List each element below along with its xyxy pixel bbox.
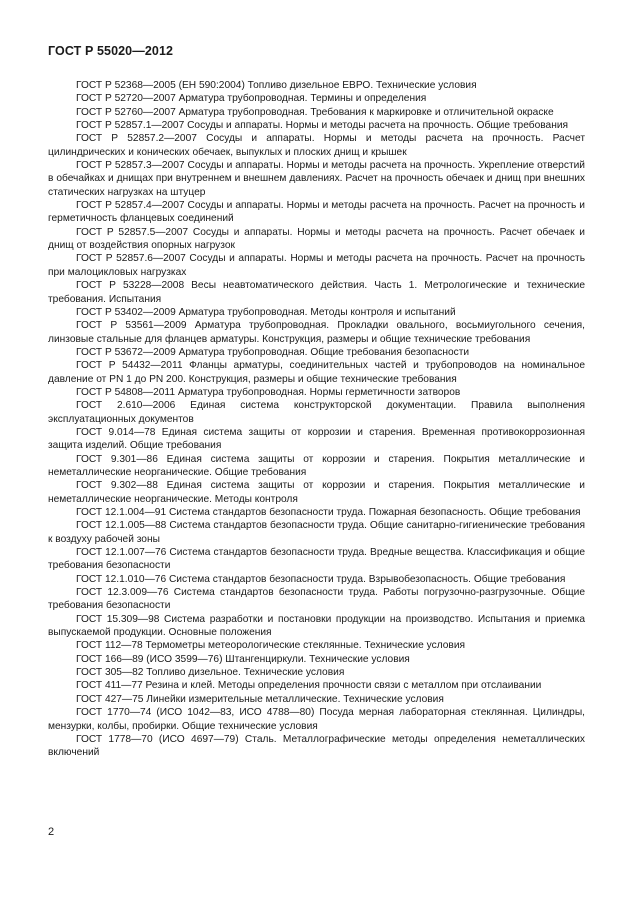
reference-item: ГОСТ Р 54432—2011 Фланцы арматуры, соединительных частей и трубопроводов на номинальное давление от PN 1 до PN 200. Конструкция, размеры и общие технические требования xyxy=(48,360,585,385)
reference-item: ГОСТ Р 53561—2009 Арматура трубопроводная. Прокладки овального, восьмиугольного сечения, линзовые стальные для фланцев арматуры. Конструкция, размеры и общие технические требования xyxy=(48,320,585,345)
page-number: 2 xyxy=(48,826,55,838)
reference-item: ГОСТ 9.302—88 Единая система защиты от коррозии и старения. Покрытия металлические и неметаллические неорганические. Методы контроля xyxy=(48,480,585,505)
reference-item: ГОСТ 9.301—86 Единая система защиты от коррозии и старения. Покрытия металлические и неметаллические неорганические. Общие требования xyxy=(48,453,585,478)
reference-item: ГОСТ 305—82 Топливо дизельное. Технические условия xyxy=(76,667,345,679)
reference-item: ГОСТ 1778—70 (ИСО 4697—79) Сталь. Металлографические методы определения неметаллических включений xyxy=(48,733,585,759)
reference-item: ГОСТ Р 52857.6—2007 Сосуды и аппараты. Нормы и методы расчета на прочность. Расчет на прочность при малоцикловых нагрузках xyxy=(48,253,585,278)
reference-item: ГОСТ 12.1.004—91 Система стандартов безопасности труда. Пожарная безопасность. Общие требования xyxy=(76,507,581,518)
reference-item: ГОСТ Р 52368—2005 (ЕН 590:2004) Топливо дизельное ЕВРО. Технические условия xyxy=(76,80,477,91)
reference-item: ГОСТ 12.3.009—76 Система стандартов безопасности труда. Работы погрузочно-разгрузочные. Общие требования безопасности xyxy=(48,587,585,612)
reference-item: ГОСТ Р 53672—2009 Арматура трубопроводная. Общие требования безопасности xyxy=(76,346,470,358)
reference-item: ГОСТ 2.610—2006 Единая система конструкторской документации. Правила выполнения эксплуатационных документов xyxy=(48,400,585,425)
reference-item: ГОСТ 112—78 Термометры метеорологические стеклянные. Технические условия xyxy=(76,640,466,652)
reference-item: ГОСТ Р 52857.5—2007 Сосуды и аппараты. Нормы и методы расчета на прочность. Расчет обечаек и днищ от воздействия опорных нагрузок xyxy=(48,226,585,252)
reference-item: ГОСТ Р 52760—2007 Арматура трубопроводная. Требования к маркировке и отличительной окраске xyxy=(76,106,554,118)
reference-item: ГОСТ Р 52857.3—2007 Сосуды и аппараты. Нормы и методы расчета на прочность. Укрепление отверстий в обечайках и днищах при внутреннем и внешнем давлениях. Расчет на прочность обечаек и днищ при внешних статических нагрузках на штуцер xyxy=(48,160,585,198)
reference-item: ГОСТ 166—89 (ИСО 3599—76) Штангенциркули. Технические условия xyxy=(76,653,410,665)
reference-item: ГОСТ 427—75 Линейки измерительные металлические. Технические условия xyxy=(76,693,444,705)
reference-item: ГОСТ 411—77 Резина и клей. Методы определения прочности связи с металлом при отслаивании xyxy=(76,680,542,692)
reference-item: ГОСТ 12.1.007—76 Система стандартов безопасности труда. Вредные вещества. Классификация и общие требования безопасности xyxy=(48,547,585,572)
reference-item: ГОСТ Р 52857.2—2007 Сосуды и аппараты. Нормы и методы расчета на прочность. Расчет цилиндрических и конических обечаек, выпуклых и плоских днищ и крышек xyxy=(48,133,585,158)
reference-item: ГОСТ 12.1.010—76 Система стандартов безопасности труда. Взрывобезопасность. Общие требования xyxy=(76,573,566,585)
document-header: ГОСТ Р 55020—2012 xyxy=(48,44,174,58)
reference-item: ГОСТ 1770—74 (ИСО 1042—83, ИСО 4788—80) Посуда мерная лабораторная стеклянная. Цилиндры, мензурки, колбы, пробирки. Общие технические условия xyxy=(48,707,585,732)
reference-item: ГОСТ Р 54808—2011 Арматура трубопроводная. Нормы герметичности затворов xyxy=(76,386,461,398)
reference-item: ГОСТ 12.1.005—88 Система стандартов безопасности труда. Общие санитарно-гигиенические требования к воздуху рабочей зоны xyxy=(48,520,585,545)
reference-item: ГОСТ Р 52720—2007 Арматура трубопроводная. Термины и определения xyxy=(76,93,427,105)
reference-item: ГОСТ 9.014—78 Единая система защиты от коррозии и старения. Временная противокоррозионная защита изделий. Общие требования xyxy=(48,426,585,452)
reference-item: ГОСТ Р 53228—2008 Весы неавтоматического действия. Часть 1. Метрологические и технические требования. Испытания xyxy=(48,280,585,305)
reference-item: ГОСТ 15.309—98 Система разработки и постановки продукции на производство. Испытания и приемка выпускаемой продукции. Основные положения xyxy=(48,613,585,639)
reference-item: ГОСТ Р 52857.1—2007 Сосуды и аппараты. Нормы и методы расчета на прочность. Общие требования xyxy=(76,120,569,132)
reference-item: ГОСТ Р 52857.4—2007 Сосуды и аппараты. Нормы и методы расчета на прочность. Расчет на прочность и герметичность фланцевых соединений xyxy=(48,200,585,225)
reference-item: ГОСТ Р 53402—2009 Арматура трубопроводная. Методы контроля и испытаний xyxy=(76,306,456,318)
normative-references-list xyxy=(48,79,585,760)
